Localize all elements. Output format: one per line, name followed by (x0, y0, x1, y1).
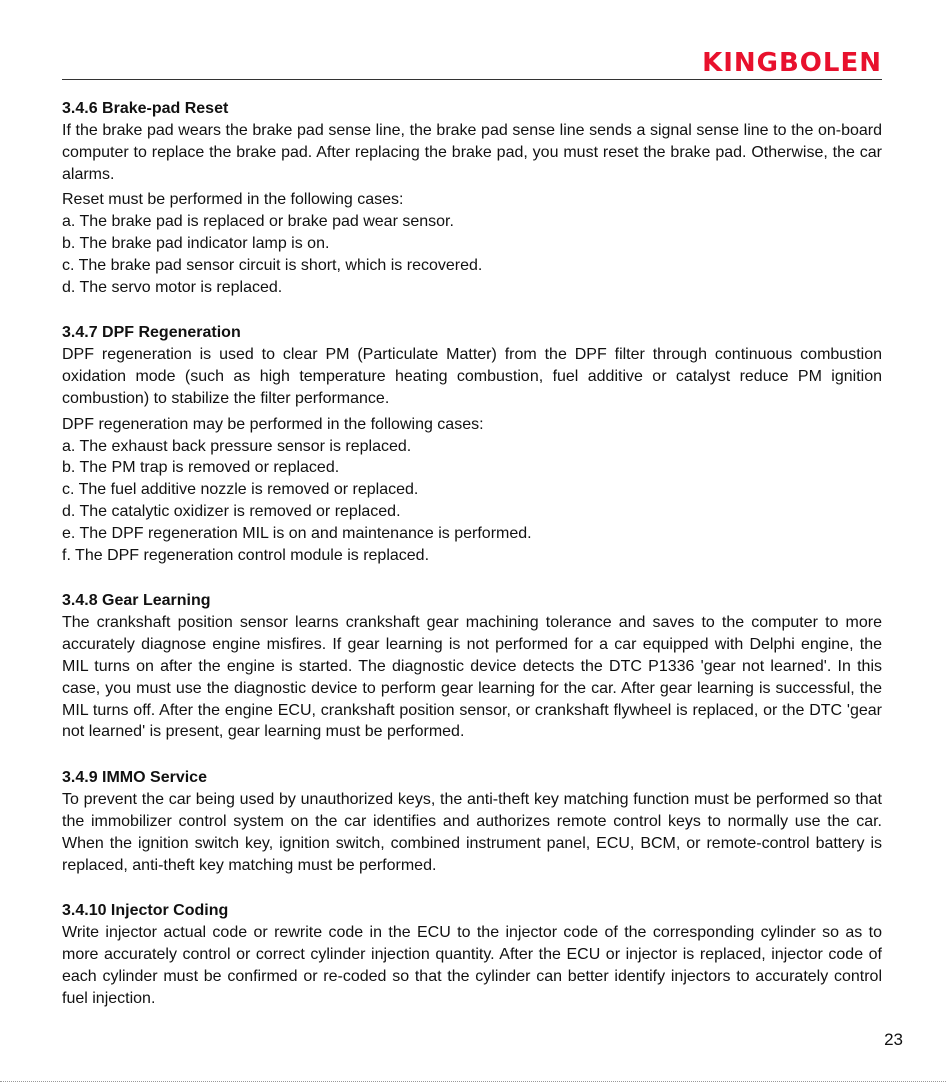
section-title: 3.4.7 DPF Regeneration (62, 324, 241, 342)
section-dpf-regeneration (62, 322, 882, 566)
section-paragraph: If the brake pad wears the brake pad sense line, the brake pad sense line sends a signal sense line to the on-board computer to replace the brake pad. After replacing the brake pad, you must reset the brake pad. Otherwise, the car alarms. (62, 122, 882, 183)
list-item: d. The servo motor is replaced. (62, 278, 283, 296)
section-paragraph: Write injector actual code or rewrite code in the ECU to the injector code of the corresponding cylinder so as to more accurately control or correct cylinder injection quantity. After the ECU or injector is replaced, injector code of each cylinder must be confirmed or re-coded so that the cylinder can better identify injectors to accurately control fuel injection. (62, 924, 882, 1007)
list-item: a. The brake pad is replaced or brake pad wear sensor. (62, 213, 454, 231)
list-item: e. The DPF regeneration MIL is on and maintenance is performed. (62, 524, 532, 542)
list-item: a. The exhaust back pressure sensor is replaced. (62, 437, 412, 455)
list-item: d. The catalytic oxidizer is removed or replaced. (62, 502, 401, 520)
section-paragraph: DPF regeneration is used to clear PM (Particulate Matter) from the DPF filter through continuous combustion oxidation mode (such as high temperature heating combustion, fuel additive or catalyst reduce PM ignition combustion) to stabilize the filter performance. (62, 346, 882, 407)
case-list (62, 211, 882, 298)
list-item: b. The PM trap is removed or replaced. (62, 459, 340, 477)
section-brake-pad-reset (62, 98, 882, 298)
list-lead: DPF regeneration may be performed in the following cases: (62, 415, 484, 433)
page-number: 23 (884, 1030, 903, 1049)
list-item: c. The fuel additive nozzle is removed or replaced. (62, 481, 419, 499)
section-immo-service (62, 767, 882, 876)
section-title: 3.4.8 Gear Learning (62, 592, 211, 610)
list-item: f. The DPF regeneration control module is replaced. (62, 546, 430, 564)
section-gear-learning (62, 590, 882, 743)
list-item: b. The brake pad indicator lamp is on. (62, 234, 330, 252)
list-item: c. The brake pad sensor circuit is short, which is recovered. (62, 256, 483, 274)
brand-logo: KINGBOLEN (702, 48, 882, 78)
case-list (62, 436, 882, 567)
section-title: 3.4.10 Injector Coding (62, 902, 229, 920)
page-bottom-border (0, 1081, 946, 1082)
header-rule (62, 79, 882, 80)
section-paragraph: To prevent the car being used by unauthorized keys, the anti-theft key matching function must be performed so that the immobilizer control system on the car identifies and authorizes remote control keys to normally use the car. When the ignition switch key, ignition switch, combined instrument panel, ECU, BCM, or remote-control battery is replaced, anti-theft key matching must be performed. (62, 791, 882, 874)
list-lead: Reset must be performed in the following cases: (62, 191, 404, 209)
section-title: 3.4.9 IMMO Service (62, 769, 207, 787)
page-content (62, 98, 882, 1034)
section-paragraph: The crankshaft position sensor learns crankshaft gear machining tolerance and saves to the computer to more accurately diagnose engine misfires. If gear learning is not performed for a car equipped with Delphi engine, the MIL turns on after the engine is started. The diagnostic device detects the DTC P1336 'gear not learned'. In this case, you must use the diagnostic device to perform gear learning for the car. After gear learning is successful, the MIL turns off. After the engine ECU, crankshaft position sensor, or crankshaft flywheel is replaced, or the DTC 'gear not learned' is present, gear learning must be performed. (62, 614, 882, 741)
section-title: 3.4.6 Brake-pad Reset (62, 100, 229, 117)
section-injector-coding (62, 900, 882, 1009)
